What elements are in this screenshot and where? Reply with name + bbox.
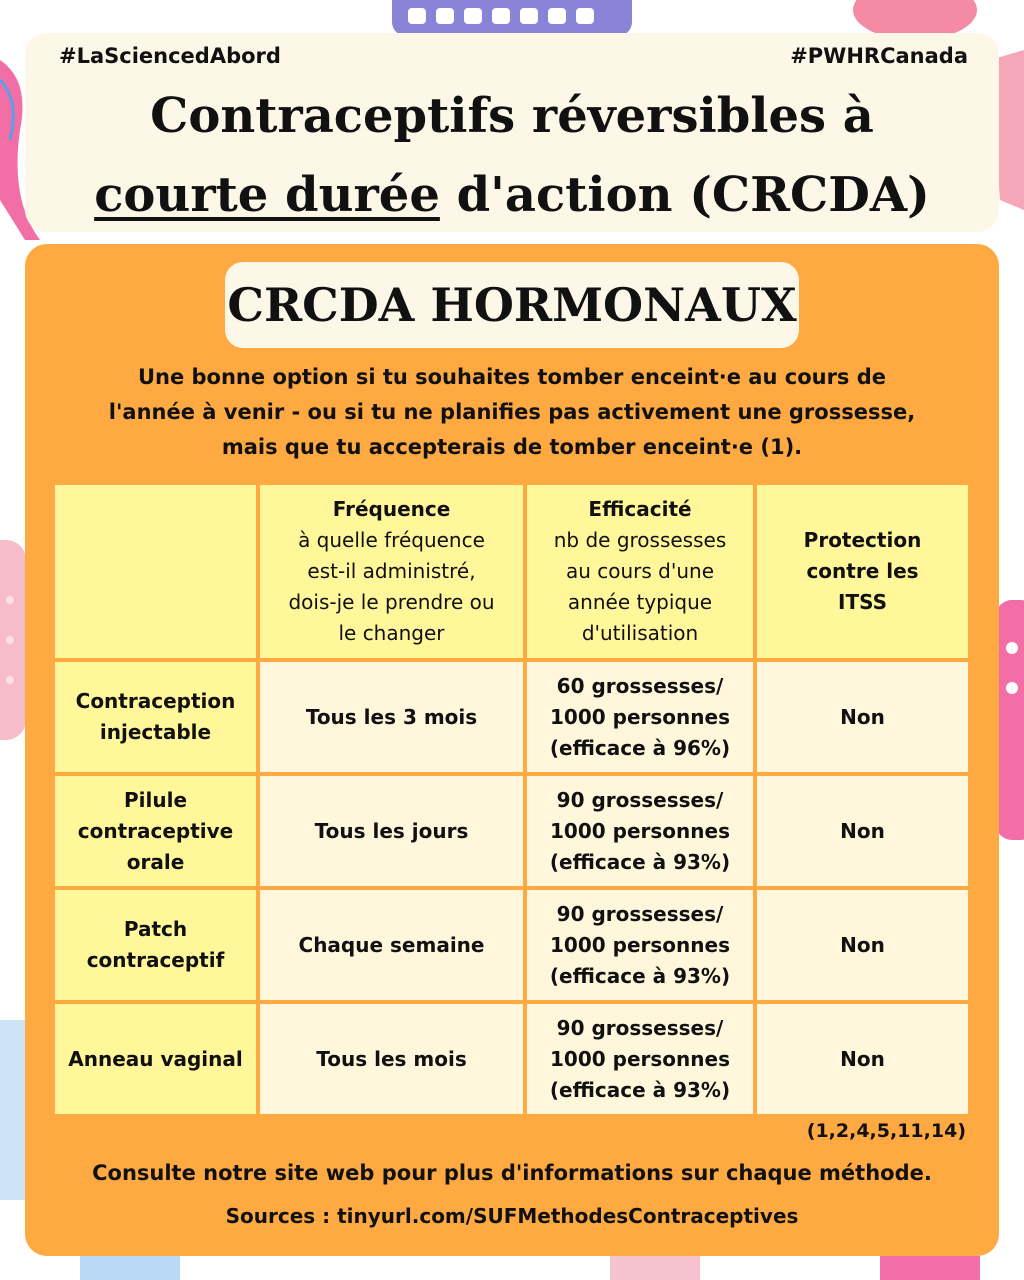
comparison-table [55, 485, 968, 1114]
row-frequency: Tous les jours [260, 776, 523, 886]
header-card [25, 33, 999, 232]
row-method-injectable: Contraception injectable [55, 662, 256, 772]
section-heading: CRCDA HORMONAUX [225, 262, 799, 348]
row-frequency: Chaque semaine [260, 890, 523, 1000]
pill-pack-illustration [392, 0, 632, 36]
efficacy-line-2: 1000 personnes [550, 1046, 730, 1071]
row-protection: Non [757, 890, 968, 1000]
hashtag-right: #PWHRCanada [790, 44, 968, 68]
row-protection: Non [757, 662, 968, 772]
row-protection: Non [757, 1004, 968, 1114]
header-protection-title: Protection contre les ITSS [803, 528, 922, 614]
intro-line-1: Une bonne option si tu souhaites tomber enceint·e au cours de [137, 365, 887, 389]
references: (1,2,4,5,11,14) [806, 1120, 966, 1142]
header-frequency-title: Fréquence [332, 497, 451, 521]
efficacy-line-1: 90 grossesses/ [556, 901, 724, 926]
title-line-1: Contraceptifs réversibles à [150, 88, 874, 144]
content-card [25, 244, 999, 1256]
title-line-2-rest: d'action (CRCDA) [439, 167, 930, 223]
efficacy-line-3: (efficace à 93%) [549, 1077, 731, 1102]
ring-pills-illustration [996, 600, 1024, 840]
header-frequency-subtitle: à quelle fréquence est-il administré, dois-je le prendre ou le changer [288, 528, 495, 645]
website-cta: Consulte notre site web pour plus d'informations sur chaque méthode. [92, 1161, 932, 1185]
intro-line-2: l'année à venir - ou si tu ne planifies pas activement une grossesse, [108, 400, 916, 424]
efficacy-line-3: (efficace à 93%) [549, 963, 731, 988]
intro-line-3: mais que tu accepterais de tomber enceint·e (1). [221, 435, 803, 459]
efficacy-line-3: (efficace à 93%) [549, 849, 731, 874]
title-underlined-phrase: courte durée [94, 167, 440, 223]
efficacy-line-2: 1000 personnes [550, 818, 730, 843]
row-method-patch: Patch contraceptif [55, 890, 256, 1000]
efficacy-line-3: (efficace à 96%) [549, 735, 731, 760]
row-efficacy [527, 776, 753, 886]
table-header-frequency [260, 485, 523, 658]
efficacy-line-2: 1000 personnes [550, 704, 730, 729]
table-header-empty [55, 485, 256, 658]
row-efficacy [527, 1004, 753, 1114]
table-header-efficacy [527, 485, 753, 658]
sources-link[interactable]: Sources : tinyurl.com/SUFMethodesContraceptives [225, 1204, 799, 1228]
row-frequency: Tous les 3 mois [260, 662, 523, 772]
efficacy-line-1: 90 grossesses/ [556, 787, 724, 812]
row-method-vaginal-ring: Anneau vaginal [55, 1004, 256, 1114]
efficacy-line-2: 1000 personnes [550, 932, 730, 957]
row-protection: Non [757, 776, 968, 886]
table-header-protection [757, 485, 968, 658]
intro-text [65, 360, 959, 465]
row-efficacy [527, 890, 753, 1000]
row-frequency: Tous les mois [260, 1004, 523, 1114]
row-method-oral-pill: Pilule contraceptive orale [55, 776, 256, 886]
patch-illustration [0, 540, 26, 740]
row-efficacy [527, 662, 753, 772]
efficacy-line-1: 60 grossesses/ [556, 673, 724, 698]
header-efficacy-title: Efficacité [588, 497, 692, 521]
header-efficacy-subtitle: nb de grossesses au cours d'une année typique d'utilisation [553, 528, 727, 645]
efficacy-line-1: 90 grossesses/ [556, 1015, 724, 1040]
hashtag-left: #LaSciencedAbord [59, 44, 281, 68]
page-title [25, 77, 999, 235]
